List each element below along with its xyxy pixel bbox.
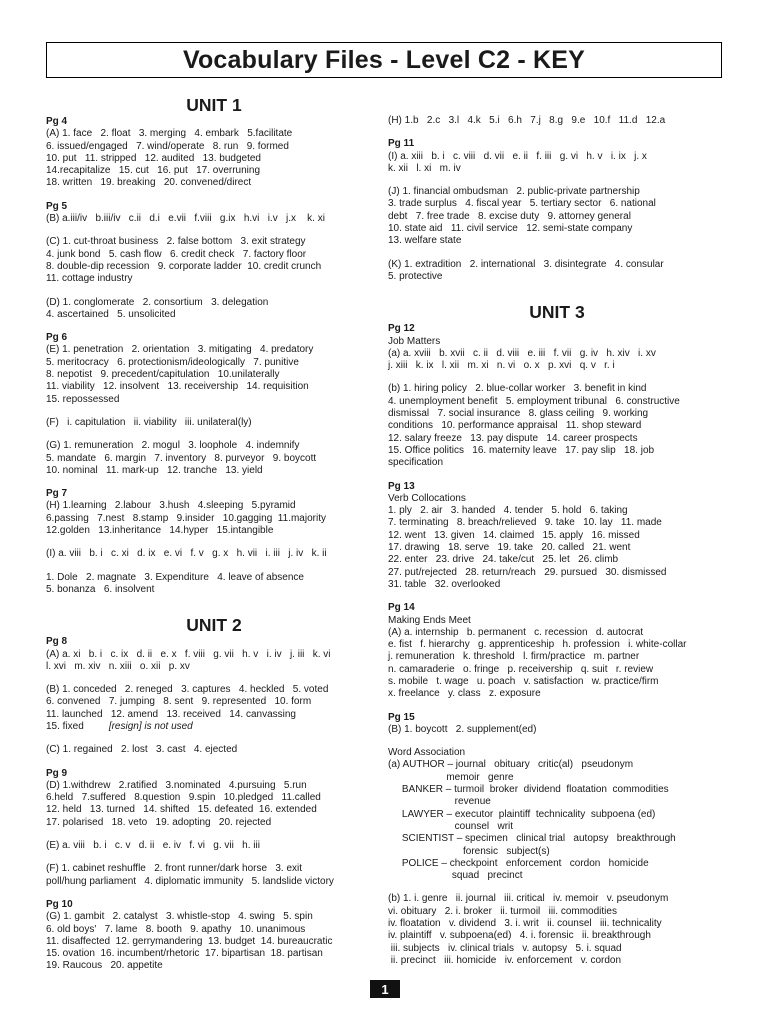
answer-line: (B) 1. conceded 2. reneged 3. captures 4. heckled 5. voted [46,684,329,696]
answer-line: 10. put 11. stripped 12. audited 13. budgeted [46,152,261,164]
answer-line: 12. salary freeze 13. pay dispute 14. career prospects [388,432,638,444]
pg-8-b-last-line: 15. fixed [resign] is not used [46,720,193,732]
answer-line: POLICE – checkpoint enforcement cordon homicide [388,857,649,869]
answer-line: k. xii l. xi m. iv [388,162,461,174]
answer-line: 17. polarised 18. veto 19. adopting 20. rejected [46,816,272,828]
pg-7-label: Pg 7 [46,488,68,500]
answer-line: 5. meritocracy 6. protectionism/ideologically 7. punitive [46,356,299,368]
pg-14-subtitle: Making Ends Meet [388,614,471,626]
answer-line: (A) a. xi b. i c. ix d. ii e. x f. viii g. vii h. v i. iv j. iii k. vi [46,648,331,660]
answer-line: 12.golden 13.inheritance 14.hyper 15.intangible [46,525,274,537]
pg-4-answers [46,128,382,189]
answer-line: (A) a. internship b. permanent c. recession d. autocrat [388,626,644,638]
pg-10-label: Pg 10 [46,898,73,910]
answer-line: (D) 1.withdrew 2.ratified 3.nominated 4.pursuing 5.run [46,779,307,791]
answer-line: 12. went 13. given 14. claimed 15. apply 16. missed [388,529,640,541]
pg-6-g-answers [46,440,382,477]
answer-line: BANKER – turmoil broker dividend floatation commodities [388,784,669,796]
answer-line: 5. bonanza 6. insolvent [46,583,155,595]
pg-12-subtitle: Job Matters [388,335,441,347]
pg-13-answers [388,505,726,591]
unit-1-heading: UNIT 1 [186,95,242,115]
pg-7-j-answers [46,572,382,597]
answer-line: 18. written 19. breaking 20. convened/direct [46,177,252,189]
answer-line: 3. trade surplus 4. fiscal year 5. tertiary sector 6. national [388,198,656,210]
answer-line: vi. obituary 2. i. broker ii. turmoil iii. commodities [388,905,617,917]
answer-line: 6.passing 7.nest 8.stamp 9.insider 10.gagging 11.majority [46,512,326,524]
answer-line: 8. nepotist 9. precedent/capitulation 10.unilaterally [46,369,280,381]
answer-line: (G) 1. remuneration 2. mogul 3. loophole 4. indemnify [46,440,300,452]
answer-line: poll/hung parliament 4. diplomatic immunity 5. landslide victory [46,875,334,887]
right-column [388,115,726,967]
answer-line: 27. put/rejected 28. return/reach 29. pursued 30. dismissed [388,566,667,578]
word-association-b [388,893,726,967]
answer-line: 6. convened 7. jumping 8. sent 9. represented 10. form [46,696,312,708]
pg-5-c-answers [46,236,382,285]
answer-line: (A) 1. face 2. float 3. merging 4. embark 5.facilitate [46,128,293,140]
word-association-a [388,759,726,882]
answer-line: 11. launched 12. amend 13. received 14. canvassing [46,708,296,720]
answer-line: (D) 1. conglomerate 2. consortium 3. delegation [46,296,269,308]
pg-5-d-answers [46,297,382,322]
answer-line: 7. terminating 8. breach/relieved 9. take 10. lay 11. made [388,517,662,529]
answer-line: (F) 1. cabinet reshuffle 2. front runner/dark horse 3. exit [46,863,303,875]
answer-line: 15. Office politics 16. maternity leave 17. pay slip 18. job [388,444,655,456]
pg-11-label: Pg 11 [388,138,415,150]
answer-line: l. xvi m. xiv n. xiii o. xii p. xv [46,660,190,672]
answer-line: 4. ascertained 5. unsolicited [46,308,176,320]
answer-line: 4. junk bond 5. cash flow 6. credit check 7. factory floor [46,248,307,260]
pg-8-b-answers [46,684,382,721]
pg-13-subtitle: Verb Collocations [388,492,466,504]
pg-12-a-answers [388,348,726,373]
pg-5-label: Pg 5 [46,200,68,212]
answer-line: 4. unemployment benefit 5. employment tribunal 6. constructive [388,395,680,407]
pg-9-f-answers [46,863,382,888]
answer-line: n. camaraderie o. fringe p. receivership q. suit r. review [388,663,654,675]
answer-line: 1. ply 2. air 3. handed 4. tender 5. hold 6. taking [388,505,628,517]
answer-line: x. freelance y. class z. exposure [388,688,541,700]
answer-line: (a) a. xviii b. xvii c. ii d. viii e. iii f. vii g. iv h. xiv i. xv [388,347,656,359]
answer-line: (E) 1. penetration 2. orientation 3. mitigating 4. predatory [46,344,314,356]
pg-10-g-answers [46,911,382,972]
answer-line: 12. held 13. turned 14. shifted 15. defeated 16. extended [46,804,317,816]
answer-line: (K) 1. extradition 2. international 3. disintegrate 4. consular [388,258,664,270]
answer-line: (I) a. xiii b. i c. viii d. vii e. ii f. iii g. vi h. v i. ix j. x [388,150,647,162]
pg-4-label: Pg 4 [46,116,68,127]
answer-line: e. fist f. hierarchy g. apprenticeship h. profession i. white-collar [388,639,687,651]
left-column [46,94,382,973]
pg-14-label: Pg 14 [388,602,415,614]
answer-line: iv. plaintiff v. subpoena(ed) 4. i. forensic ii. breakthrough [388,930,651,942]
pg-14-a-answers [388,627,726,701]
answer-line: 6. old boys' 7. lame 8. booth 9. apathy 10. unanimous [46,923,306,935]
answer-line: (b) 1. hiring policy 2. blue-collar worker 3. benefit in kind [388,383,647,395]
answer-line: (b) 1. i. genre ii. journal iii. critical iv. memoir v. pseudonym [388,893,669,905]
pg-5-b-answers: (B) a.iii/iv b.iii/iv c.ii d.i e.vii f.viii g.ix h.vi i.v j.x k. xi [46,213,325,225]
answer-line: forensic subject(s) [388,845,550,857]
answer-line: 22. enter 23. drive 24. take/cut 25. let 26. climb [388,554,619,566]
answer-line: s. mobile t. wage u. poach v. satisfaction w. practice/firm [388,675,659,687]
pg-11-i-answers [388,151,726,176]
answer-line: (C) 1. cut-throat business 2. false bottom 3. exit strategy [46,236,306,248]
page-number: 1 [370,980,400,998]
pg-8-b-note: [resign] is not used [108,720,193,732]
pg-9-d-answers [46,780,382,829]
pg-6-e-answers [46,344,382,405]
answer-line: 14.recapitalize 15. cut 16. put 17. overruning [46,165,261,177]
pg-8-label: Pg 8 [46,636,68,648]
answer-line: 11. disaffected 12. gerrymandering 13. budget 14. bureaucratic [46,935,333,947]
answer-line: j. xiii k. ix l. xii m. xi n. vi o. x p. xvi q. v r. i [388,360,615,372]
pg-7-h-answers [46,500,382,537]
answer-line: (H) 1.learning 2.labour 3.hush 4.sleeping 5.pyramid [46,500,296,512]
answer-line: 11. viability 12. insolvent 13. receivership 14. requisition [46,381,309,393]
answer-line: 15. ovation 16. incumbent/rhetoric 17. bipartisan 18. partisan [46,948,323,960]
answer-line: (J) 1. financial ombudsman 2. public-private partnership [388,186,640,198]
answer-line: j. remuneration k. threshold l. firm/practice m. partner [388,651,640,663]
answer-line: conditions 10. performance appraisal 11. shop steward [388,420,642,432]
answer-line: 31. table 32. overlooked [388,578,501,590]
word-association-title: Word Association [388,747,466,759]
answer-line: iii. subjects iv. clinical trials v. autopsy 5. i. squad [388,942,622,954]
answer-line: 6.held 7.suffered 8.question 9.spin 10.pledged 11.called [46,792,321,804]
answer-line: 19. Raucous 20. appetite [46,960,163,972]
answer-line: dismissal 7. social insurance 8. glass ceiling 9. working [388,408,649,420]
pg-13-label: Pg 13 [388,480,415,492]
answer-line: 5. protective [388,270,443,282]
answer-line: LAWYER – executor plaintiff technicality subpoena (ed) [388,808,656,820]
pg-15-label: Pg 15 [388,711,415,723]
answer-line: (G) 1. gambit 2. catalyst 3. whistle-stop 4. swing 5. spin [46,911,313,923]
answer-line: 8. double-dip recession 9. corporate ladder 10. credit crunch [46,260,322,272]
answer-line: revenue [388,796,491,808]
pg-9-e-answers: (E) a. viii b. i c. v d. ii e. iv f. vi g. vii h. iii [46,840,260,852]
answer-line: (a) AUTHOR – journal obituary critic(al) pseudonym [388,759,634,771]
pg-11-k-answers [388,259,726,284]
answer-line: 5. mandate 6. margin 7. inventory 8. purveyor 9. boycott [46,452,317,464]
pg-12-label: Pg 12 [388,323,415,335]
page-title: Vocabulary Files - Level C2 - KEY [46,42,722,78]
answer-line: SCIENTIST – specimen clinical trial autopsy breakthrough [388,833,676,845]
pg-9-label: Pg 9 [46,767,68,779]
answer-line: iv. floatation v. dividend 3. i. writ ii. counsel iii. technicality [388,918,662,930]
pg-6-label: Pg 6 [46,332,68,344]
answer-line: counsel writ [388,820,514,832]
pg-11-j-answers [388,186,726,247]
answer-line: 10. state aid 11. civil service 12. semi-state company [388,223,633,235]
unit-3-heading: UNIT 3 [529,302,585,323]
answer-line: ii. precinct iii. homicide iv. enforcement v. cordon [388,954,622,966]
answer-line: 17. drawing 18. serve 19. take 20. called 21. went [388,542,631,554]
answer-line: debt 7. free trade 8. excise duty 9. attorney general [388,210,631,222]
answer-line: specification [388,457,444,469]
pg-8-a-answers [46,649,382,674]
pg-10-h-answers: (H) 1.b 2.c 3.l 4.k 5.i 6.h 7.j 8.g 9.e 10.f 11.d 12.a [388,115,666,126]
answer-line: memoir genre [388,771,514,783]
answer-line: 13. welfare state [388,235,462,247]
pg-12-b-answers [388,383,726,469]
answer-line: 6. issued/engaged 7. wind/operate 8. run 9. formed [46,140,289,152]
pg-15-b-answers: (B) 1. boycott 2. supplement(ed) [388,723,537,735]
pg-6-f-answers: (F) i. capitulation ii. viability iii. unilateral(ly) [46,416,252,428]
unit-2-heading: UNIT 2 [186,615,242,636]
answer-line: 1. Dole 2. magnate 3. Expenditure 4. leave of absence [46,571,304,583]
answer-line: 15. repossessed [46,393,120,405]
pg-8-c-answers: (C) 1. regained 2. lost 3. cast 4. ejected [46,744,238,756]
answer-line: squad precinct [388,870,523,882]
answer-line: 11. cottage industry [46,273,133,285]
pg-7-i-answers: (I) a. viii b. i c. xi d. ix e. vi f. v g. x h. vii i. iii j. iv k. ii [46,548,327,560]
answer-line: 10. nominal 11. mark-up 12. tranche 13. yield [46,464,263,476]
